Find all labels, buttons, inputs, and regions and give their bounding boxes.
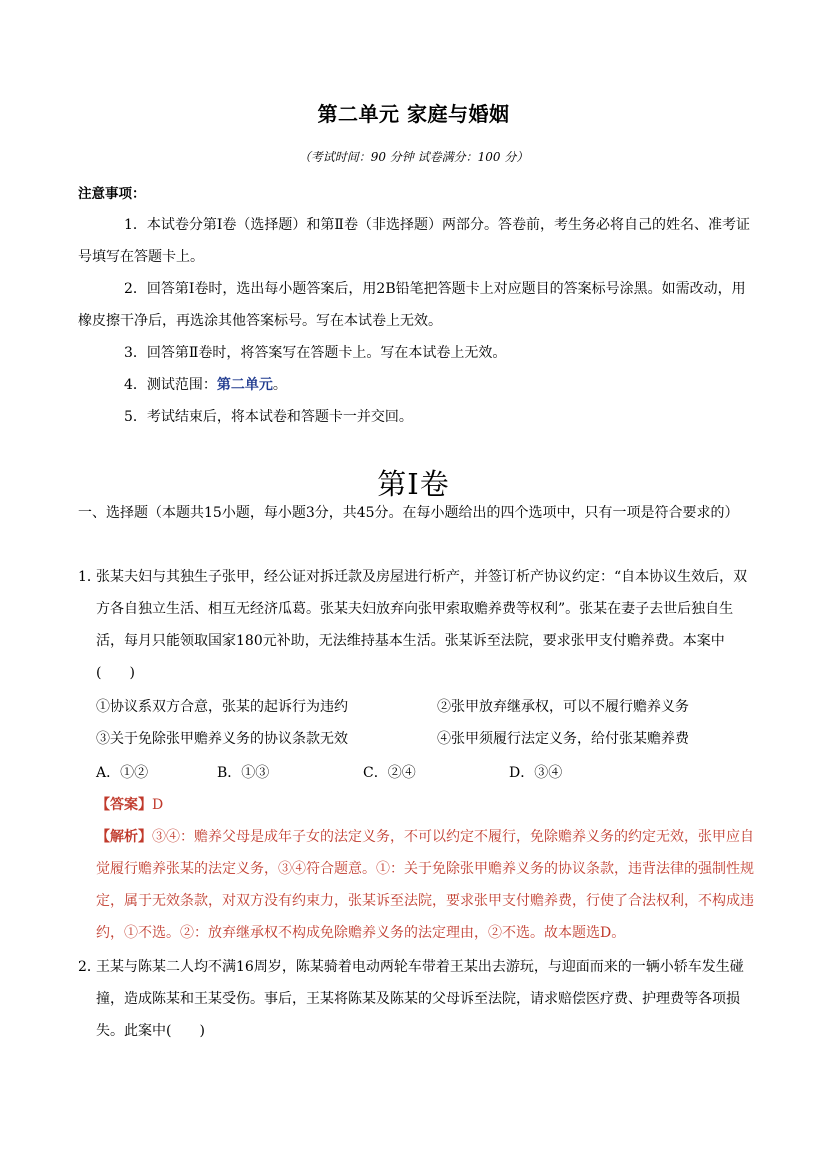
- q1-analysis: [96, 821, 756, 949]
- q1-statement-1: ①协议系双方合意，张某的起诉行为违约: [96, 699, 348, 715]
- notice-item-2: 2．回答第Ⅰ卷时，选出每小题答案后，用2B铅笔把答题卡上对应题目的答案标号涂黑。如需改动，用橡皮擦干净后，再选涂其他答案标号。写在本试卷上无效。: [78, 281, 746, 329]
- q1-statement-2: ②张甲放弃继承权，可以不履行赡养义务: [437, 699, 689, 715]
- analysis-text: ③④：赡养父母是成年子女的法定义务，不可以约定不履行，免除赡养义务的约定无效，张甲应自觉履行赡养张某的法定义务，③④符合题意。①：关于免除张甲赡养义务的协议条款，违背法律的强制性规定，属于无效条款，对双方没有约束力，张某诉至法院，要求张甲支付赡养费，行使了合法权利，不构成违约，①不选。②：放弃继承权不构成免除赡养义务的法定理由，②不选。故本题选D。: [96, 829, 754, 941]
- notice-item-4: [78, 369, 753, 401]
- answer-label: 【答案】: [96, 797, 152, 813]
- answer-value: D: [152, 797, 164, 813]
- notice-item-3: 3．回答第Ⅱ卷时，将答案写在答题卡上。写在本试卷上无效。: [124, 345, 507, 361]
- notice-item-4-prefix: 4．测试范围：: [124, 377, 217, 393]
- test-range: 第二单元: [216, 377, 273, 393]
- notice-item-1: 1．本试卷分第Ⅰ卷（选择题）和第Ⅱ卷（非选择题）两部分。答卷前，考生务必将自己的姓名、准考证号填写在答题卡上。: [78, 217, 750, 265]
- q1-statement-3: ③关于免除张甲赡养义务的协议条款无效: [96, 731, 348, 747]
- q1-statement-4: ④张甲须履行法定义务，给付张某赡养费: [437, 731, 689, 747]
- q1-option-c: C．②④: [363, 765, 416, 781]
- q1-option-b: B．①③: [217, 765, 270, 781]
- question-2-text: 王某与陈某二人均不满16周岁，陈某骑着电动两轮车带着王某出去游玩，与迎面而来的一辆小轿车发生碰撞，造成陈某和王某受伤。事后，王某将陈某及陈某的父母诉至法院，请求赔偿医疗费、护理费等各项损失。此案中( ): [96, 959, 744, 1039]
- analysis-label: 【解析】: [96, 829, 152, 845]
- question-1-number: 1．: [78, 569, 101, 585]
- part1-instruction: 一、选择题（本题共15小题，每小题3分，共45分。在每小题给出的四个选项中，只有一项是符合要求的）: [78, 505, 739, 521]
- q1-answer: [96, 789, 163, 821]
- notice-heading: 注意事项：: [78, 186, 146, 202]
- notice-item-4-suffix: 。: [272, 377, 287, 393]
- section-title: 第Ⅰ卷: [377, 467, 450, 501]
- page-title: 第二单元 家庭与婚姻: [317, 102, 510, 126]
- exam-meta: （考试时间：90 分钟 试卷满分：100 分）: [298, 150, 529, 164]
- q1-option-d: D．③④: [509, 765, 563, 781]
- notice-item-5: 5．考试结束后，将本试卷和答题卡一并交回。: [124, 409, 413, 425]
- q1-option-a: A．①②: [96, 765, 149, 781]
- question-1-text: 张某夫妇与其独生子张甲，经公证对拆迁款及房屋进行析产，并签订析产协议约定：“自本协议生效后，双方各自独立生活、相互无经济瓜葛。张某夫妇放弃向张甲索取赡养费等权利”。张某在妻子去世后独自生活，每月只能领取国家180元补助，无法维持基本生活。张某诉至法院，要求张甲支付赡养费。本案中( ): [96, 569, 748, 681]
- question-2-number: 2．: [78, 959, 101, 975]
